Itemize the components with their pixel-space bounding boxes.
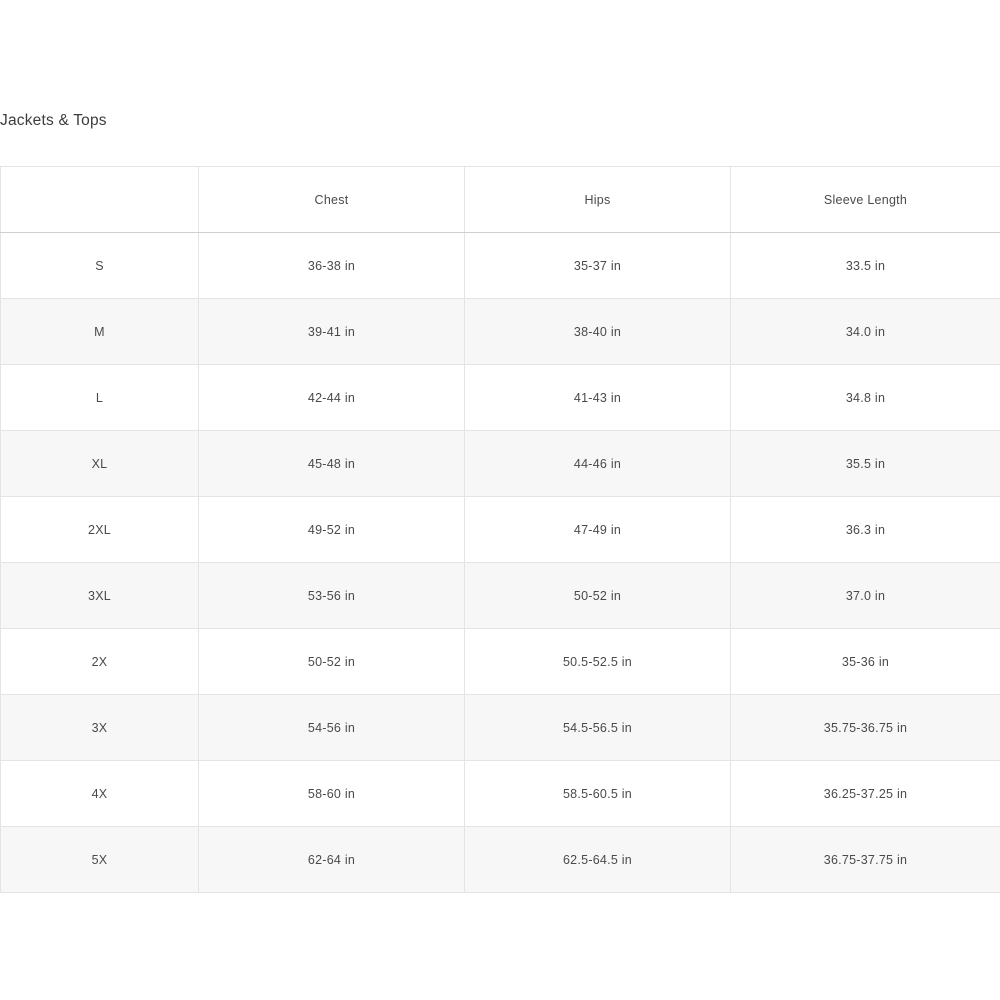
column-header-chest: Chest	[199, 167, 465, 233]
cell-size: 5X	[1, 827, 199, 893]
cell-size: XL	[1, 431, 199, 497]
table-row	[1, 827, 1000, 893]
cell-sleeve: 34.0 in	[731, 299, 1000, 365]
table-row	[1, 497, 1000, 563]
cell-sleeve: 36.75-37.75 in	[731, 827, 1000, 893]
cell-sleeve: 34.8 in	[731, 365, 1000, 431]
cell-sleeve: 35-36 in	[731, 629, 1000, 695]
table-row	[1, 365, 1000, 431]
table-row	[1, 563, 1000, 629]
cell-sleeve: 37.0 in	[731, 563, 1000, 629]
column-header-size	[1, 167, 199, 233]
cell-hips: 44-46 in	[465, 431, 731, 497]
cell-size: 2XL	[1, 497, 199, 563]
table-row	[1, 629, 1000, 695]
cell-size: L	[1, 365, 199, 431]
cell-hips: 38-40 in	[465, 299, 731, 365]
cell-chest: 49-52 in	[199, 497, 465, 563]
cell-size: S	[1, 233, 199, 299]
table-row	[1, 299, 1000, 365]
cell-chest: 53-56 in	[199, 563, 465, 629]
cell-hips: 50-52 in	[465, 563, 731, 629]
cell-chest: 42-44 in	[199, 365, 465, 431]
page-title: Jackets & Tops	[0, 112, 107, 129]
cell-hips: 41-43 in	[465, 365, 731, 431]
table-row	[1, 761, 1000, 827]
cell-chest: 50-52 in	[199, 629, 465, 695]
size-chart-table	[0, 166, 1000, 893]
table-body	[1, 233, 1000, 893]
table-row	[1, 233, 1000, 299]
table-row	[1, 431, 1000, 497]
cell-size: M	[1, 299, 199, 365]
cell-size: 4X	[1, 761, 199, 827]
column-header-sleeve: Sleeve Length	[731, 167, 1000, 233]
cell-size: 2X	[1, 629, 199, 695]
cell-hips: 47-49 in	[465, 497, 731, 563]
table-header	[1, 167, 1000, 233]
table-row	[1, 695, 1000, 761]
cell-chest: 62-64 in	[199, 827, 465, 893]
cell-sleeve: 36.25-37.25 in	[731, 761, 1000, 827]
cell-hips: 62.5-64.5 in	[465, 827, 731, 893]
cell-sleeve: 35.75-36.75 in	[731, 695, 1000, 761]
table-header-row	[1, 167, 1000, 233]
size-chart-table-wrapper	[0, 166, 1000, 893]
cell-chest: 36-38 in	[199, 233, 465, 299]
cell-chest: 39-41 in	[199, 299, 465, 365]
cell-sleeve: 35.5 in	[731, 431, 1000, 497]
cell-size: 3X	[1, 695, 199, 761]
cell-chest: 54-56 in	[199, 695, 465, 761]
cell-sleeve: 33.5 in	[731, 233, 1000, 299]
cell-hips: 35-37 in	[465, 233, 731, 299]
cell-sleeve: 36.3 in	[731, 497, 1000, 563]
cell-size: 3XL	[1, 563, 199, 629]
cell-hips: 58.5-60.5 in	[465, 761, 731, 827]
column-header-hips: Hips	[465, 167, 731, 233]
cell-hips: 54.5-56.5 in	[465, 695, 731, 761]
cell-chest: 45-48 in	[199, 431, 465, 497]
cell-chest: 58-60 in	[199, 761, 465, 827]
cell-hips: 50.5-52.5 in	[465, 629, 731, 695]
